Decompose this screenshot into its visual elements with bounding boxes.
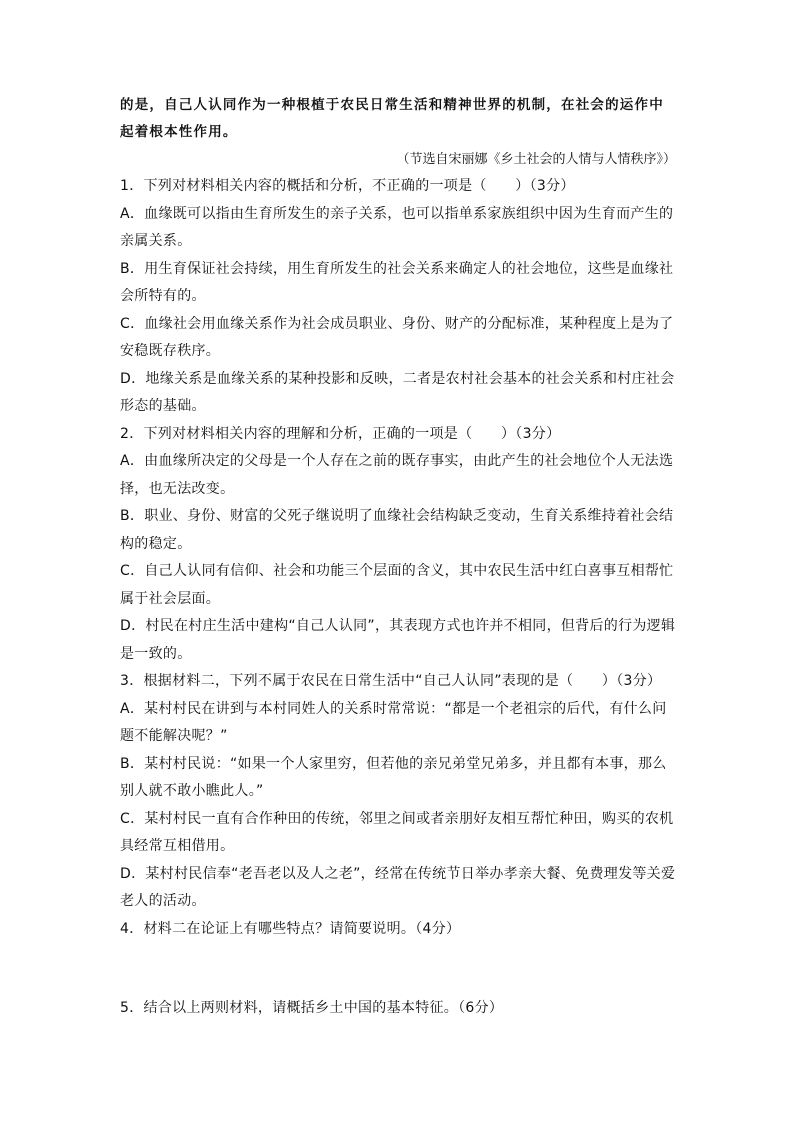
option-c: C．自己人认同有信仰、社会和功能三个层面的含义，其中农民生活中红白喜事互相帮忙属于社会层面。: [120, 563, 674, 607]
question-5: [120, 995, 676, 1023]
option-b: B．某村村民说：“如果一个人家里穷，但若他的亲兄弟堂兄弟多，并且都有本事，那么别人就不敢小瞧此人。”: [120, 755, 667, 799]
option-d: D．某村村民信奉“老吾老以及人之老”，经常在传统节日举办孝亲大餐、免费理发等关爱老人的活动。: [120, 865, 676, 909]
question-1: [120, 173, 676, 421]
question-stem: 5．结合以上两则材料，请概括乡土中国的基本特征。（6分）: [120, 1000, 504, 1016]
passage-tail: 的是，自己人认同作为一种根植于农民日常生活和精神世界的机制，在社会的运作中起着根本性作用。: [120, 97, 664, 140]
option-b: B．职业、身份、财富的父死子继说明了血缘社会结构缺乏变动，生育关系维持着社会结构的稳定。: [120, 508, 674, 552]
option-a: A．某村村民在讲到与本村同姓人的关系时常常说：“都是一个老祖宗的后代，有什么问题不能解决呢？”: [120, 700, 667, 744]
option-c: C．某村村民一直有合作种田的传统，邻里之间或者亲朋好友相互帮忙种田，购买的农机具经常互相借用。: [120, 810, 674, 854]
question-stem: 1．下列对材料相关内容的概括和分析，不正确的一项是（ ）（3分）: [120, 178, 575, 194]
exam-page: [120, 92, 676, 1023]
question-4: [120, 916, 676, 944]
option-b: B．用生育保证社会持续，用生育所发生的社会关系来确定人的社会地位，这些是血缘社会所特有的。: [120, 260, 674, 304]
answer-space: [120, 943, 676, 995]
source-note: （节选自宋丽娜《乡土社会的人情与人情秩序》）: [396, 152, 676, 167]
question-3: [120, 668, 676, 916]
question-stem: 3．根据材料二，下列不属于农民在日常生活中“自己人认同”表现的是（ ）（3分）: [120, 673, 662, 689]
option-d: D．村民在村庄生活中建构“自己人认同”，其表现方式也许并不相同，但背后的行为逻辑是一致的。: [120, 618, 676, 662]
option-c: C．血缘社会用血缘关系作为社会成员职业、身份、财产的分配标准，某种程度上是为了安稳既存秩序。: [120, 315, 674, 359]
option-d: D．地缘关系是血缘关系的某种投影和反映，二者是农村社会基本的社会关系和村庄社会形态的基础。: [120, 370, 675, 414]
option-a: A．血缘既可以指由生育所发生的亲子关系，也可以指单系家族组织中因为生育而产生的亲属关系。: [120, 205, 674, 249]
question-stem: 2．下列对材料相关内容的理解和分析，正确的一项是（ ）（3分）: [120, 425, 561, 442]
option-a: A．由血缘所决定的父母是一个人存在之前的既存事实，由此产生的社会地位个人无法选择，也无法改变。: [120, 453, 674, 497]
question-stem: 4．材料二在论证上有哪些特点？请简要说明。（4分）: [120, 920, 461, 937]
question-2: [120, 421, 676, 669]
